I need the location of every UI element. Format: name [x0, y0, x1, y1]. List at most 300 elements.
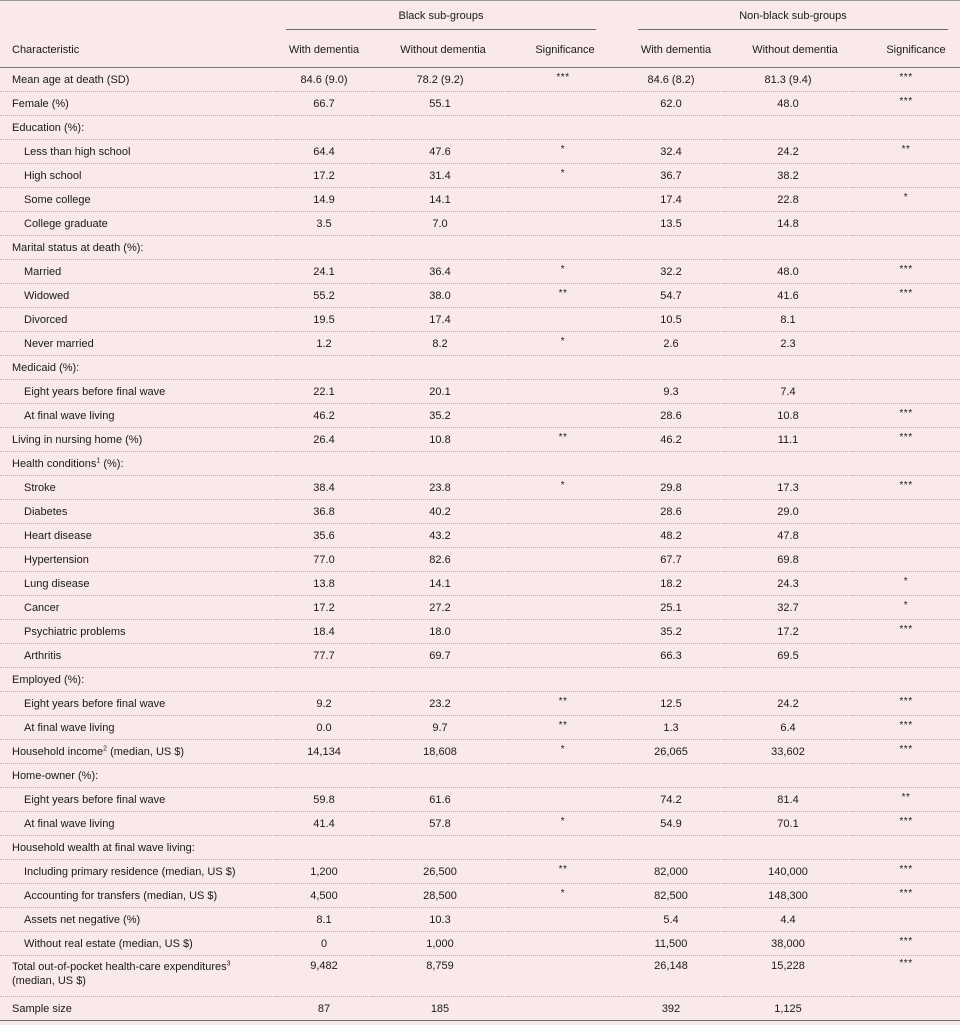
cell-nonblack-without-dementia: 24.2: [724, 692, 852, 716]
row-label: Lung disease: [0, 572, 276, 596]
table-row: [0, 620, 960, 644]
cell-black-significance: **: [508, 860, 618, 884]
cell-black-significance: [508, 836, 618, 860]
cell-nonblack-with-dementia: 67.7: [618, 548, 724, 572]
cell-black-without-dementia: 10.3: [372, 908, 508, 932]
cell-nonblack-without-dementia: 41.6: [724, 284, 852, 308]
cell-nonblack-significance: [852, 500, 960, 524]
cell-black-significance: [508, 500, 618, 524]
table-row: [0, 548, 960, 572]
footnote-marker: 2: [103, 744, 108, 752]
table-row: [0, 572, 960, 596]
cell-black-with-dementia: 0: [276, 932, 372, 956]
cell-nonblack-with-dementia: 25.1: [618, 596, 724, 620]
cell-black-significance: **: [508, 692, 618, 716]
cell-nonblack-significance: ***: [852, 404, 960, 428]
cell-nonblack-without-dementia: 24.2: [724, 140, 852, 164]
table-row: [0, 860, 960, 884]
row-label: Hypertension: [0, 548, 276, 572]
cell-black-without-dementia: 8.2: [372, 332, 508, 356]
table-row: [0, 764, 960, 788]
cell-black-significance: **: [508, 284, 618, 308]
cell-nonblack-significance: [852, 164, 960, 188]
row-label: Arthritis: [0, 644, 276, 668]
row-label: Diabetes: [0, 500, 276, 524]
cell-black-with-dementia: 19.5: [276, 308, 372, 332]
row-label: Accounting for transfers (median, US $): [0, 884, 276, 908]
cell-black-without-dementia: 14.1: [372, 188, 508, 212]
cell-black-significance: *: [508, 260, 618, 284]
cell-black-significance: [508, 572, 618, 596]
cell-nonblack-without-dementia: 1,125: [724, 997, 852, 1021]
cell-black-with-dementia: [276, 836, 372, 860]
cell-nonblack-without-dementia: [724, 764, 852, 788]
cell-black-without-dementia: 27.2: [372, 596, 508, 620]
col-header-nonblack-significance: Significance: [886, 44, 946, 56]
cell-nonblack-significance: [852, 908, 960, 932]
cell-nonblack-with-dementia: 36.7: [618, 164, 724, 188]
table-row: [0, 997, 960, 1021]
cell-nonblack-significance: ***: [852, 716, 960, 740]
cell-nonblack-without-dementia: 81.3 (9.4): [724, 68, 852, 92]
cell-nonblack-with-dementia: 11,500: [618, 932, 724, 956]
cell-black-with-dementia: 22.1: [276, 380, 372, 404]
table-row: [0, 428, 960, 452]
cell-black-without-dementia: 17.4: [372, 308, 508, 332]
table-row: [0, 164, 960, 188]
table-row: [0, 404, 960, 428]
cell-black-with-dementia: 17.2: [276, 596, 372, 620]
table-row: [0, 212, 960, 236]
row-label: Without real estate (median, US $): [0, 932, 276, 956]
row-label: Living in nursing home (%): [0, 428, 276, 452]
col-header-nonblack-without-dementia: Without dementia: [752, 44, 838, 56]
cell-black-significance: *: [508, 476, 618, 500]
cell-nonblack-significance: ***: [852, 932, 960, 956]
table-row: [0, 956, 960, 997]
row-label: Health conditions$^1$ (%):: [0, 452, 276, 476]
table-row: [0, 596, 960, 620]
cell-nonblack-with-dementia: 392: [618, 997, 724, 1021]
cell-black-without-dementia: 38.0: [372, 284, 508, 308]
row-label: Mean age at death (SD): [0, 68, 276, 92]
table-row: [0, 524, 960, 548]
cell-black-with-dementia: 84.6 (9.0): [276, 68, 372, 92]
cell-black-without-dementia: 1,000: [372, 932, 508, 956]
row-label: Including primary residence (median, US $): [0, 860, 276, 884]
cell-nonblack-significance: [852, 836, 960, 860]
cell-nonblack-with-dementia: 32.4: [618, 140, 724, 164]
cell-black-with-dementia: 9.2: [276, 692, 372, 716]
table-row: [0, 812, 960, 836]
cell-black-with-dementia: 35.6: [276, 524, 372, 548]
cell-nonblack-with-dementia: 2.6: [618, 332, 724, 356]
cell-black-significance: [508, 644, 618, 668]
cell-nonblack-significance: [852, 644, 960, 668]
cell-black-with-dementia: 18.4: [276, 620, 372, 644]
group-header-nonblack: Non-black sub-groups: [638, 10, 948, 22]
cell-black-without-dementia: 23.2: [372, 692, 508, 716]
table-row: [0, 668, 960, 692]
cell-black-with-dementia: 1,200: [276, 860, 372, 884]
table-row: [0, 188, 960, 212]
cell-nonblack-significance: ***: [852, 260, 960, 284]
cell-nonblack-without-dementia: 148,300: [724, 884, 852, 908]
cell-black-significance: [508, 596, 618, 620]
table-row: [0, 740, 960, 764]
cell-black-without-dementia: 69.7: [372, 644, 508, 668]
row-label: Household income$^2$ (median, US $): [0, 740, 276, 764]
cell-black-with-dementia: 9,482: [276, 956, 372, 997]
row-label: Assets net negative (%): [0, 908, 276, 932]
cell-nonblack-without-dementia: 69.5: [724, 644, 852, 668]
cell-nonblack-without-dementia: 38.2: [724, 164, 852, 188]
row-label: Eight years before final wave: [0, 788, 276, 812]
table-row: [0, 308, 960, 332]
cell-nonblack-with-dementia: 54.9: [618, 812, 724, 836]
cell-nonblack-without-dementia: 4.4: [724, 908, 852, 932]
cell-nonblack-with-dementia: 46.2: [618, 428, 724, 452]
cell-black-without-dementia: [372, 356, 508, 380]
cell-nonblack-without-dementia: 47.8: [724, 524, 852, 548]
cell-black-significance: [508, 764, 618, 788]
cell-black-without-dementia: [372, 236, 508, 260]
row-label: Some college: [0, 188, 276, 212]
cell-nonblack-without-dementia: 48.0: [724, 92, 852, 116]
cell-nonblack-significance: [852, 997, 960, 1021]
cell-nonblack-significance: ***: [852, 476, 960, 500]
cell-nonblack-with-dementia: 74.2: [618, 788, 724, 812]
cell-black-significance: [508, 212, 618, 236]
cell-nonblack-with-dementia: [618, 668, 724, 692]
row-label: Sample size: [0, 997, 276, 1021]
row-label: Eight years before final wave: [0, 692, 276, 716]
table-header: [0, 1, 960, 68]
group-header-black: Black sub-groups: [286, 10, 596, 22]
cell-black-with-dementia: [276, 452, 372, 476]
cell-nonblack-significance: [852, 356, 960, 380]
cell-nonblack-significance: ***: [852, 740, 960, 764]
row-label: At final wave living: [0, 812, 276, 836]
cell-black-with-dementia: 55.2: [276, 284, 372, 308]
cell-black-without-dementia: 47.6: [372, 140, 508, 164]
cell-nonblack-without-dementia: [724, 452, 852, 476]
cell-nonblack-with-dementia: 18.2: [618, 572, 724, 596]
table-row: [0, 716, 960, 740]
table-row: [0, 68, 960, 92]
cell-nonblack-significance: ***: [852, 860, 960, 884]
cell-black-significance: [508, 932, 618, 956]
cell-black-without-dementia: 18.0: [372, 620, 508, 644]
cell-black-with-dementia: 46.2: [276, 404, 372, 428]
table-row: [0, 476, 960, 500]
cell-nonblack-with-dementia: 5.4: [618, 908, 724, 932]
cell-black-without-dementia: 23.8: [372, 476, 508, 500]
col-header-black-without-dementia: Without dementia: [400, 44, 486, 56]
table-row: [0, 140, 960, 164]
cell-nonblack-significance: [852, 236, 960, 260]
cell-black-with-dementia: 3.5: [276, 212, 372, 236]
cell-black-without-dementia: 20.1: [372, 380, 508, 404]
row-label: Stroke: [0, 476, 276, 500]
cell-nonblack-significance: *: [852, 572, 960, 596]
cell-nonblack-without-dementia: 33,602: [724, 740, 852, 764]
cell-black-without-dementia: [372, 764, 508, 788]
cell-black-without-dementia: 9.7: [372, 716, 508, 740]
cell-nonblack-significance: [852, 308, 960, 332]
row-label: Married: [0, 260, 276, 284]
cell-black-significance: **: [508, 428, 618, 452]
footnote-marker: 1: [96, 456, 101, 464]
col-header-nonblack-with-dementia: With dementia: [640, 44, 712, 56]
cell-black-without-dementia: 82.6: [372, 548, 508, 572]
cell-black-without-dementia: 10.8: [372, 428, 508, 452]
cell-nonblack-with-dementia: [618, 116, 724, 140]
row-label: Divorced: [0, 308, 276, 332]
cell-black-with-dementia: 14.9: [276, 188, 372, 212]
cell-black-significance: [508, 116, 618, 140]
cell-nonblack-with-dementia: 26,148: [618, 956, 724, 997]
cell-nonblack-with-dementia: 9.3: [618, 380, 724, 404]
cell-nonblack-with-dementia: 17.4: [618, 188, 724, 212]
cell-black-without-dementia: 55.1: [372, 92, 508, 116]
cell-black-without-dementia: 18,608: [372, 740, 508, 764]
cell-nonblack-with-dementia: 82,000: [618, 860, 724, 884]
cell-black-significance: **: [508, 716, 618, 740]
table-row: [0, 884, 960, 908]
cell-black-significance: [508, 956, 618, 997]
cell-nonblack-significance: ***: [852, 428, 960, 452]
table-row: [0, 116, 960, 140]
table-row: [0, 836, 960, 860]
cell-black-without-dementia: 43.2: [372, 524, 508, 548]
table-row: [0, 788, 960, 812]
cell-black-without-dementia: 26,500: [372, 860, 508, 884]
table-row: [0, 236, 960, 260]
cell-black-significance: [508, 356, 618, 380]
row-label: High school: [0, 164, 276, 188]
col-header-black-with-dementia: With dementia: [288, 44, 360, 56]
cell-black-with-dementia: 0.0: [276, 716, 372, 740]
cell-black-significance: [508, 236, 618, 260]
table-row: [0, 644, 960, 668]
cell-black-with-dementia: [276, 116, 372, 140]
cell-nonblack-significance: [852, 452, 960, 476]
row-label: Employed (%):: [0, 668, 276, 692]
cell-nonblack-significance: ***: [852, 884, 960, 908]
cell-nonblack-significance: [852, 764, 960, 788]
cell-black-significance: *: [508, 140, 618, 164]
cell-black-significance: *: [508, 164, 618, 188]
cell-black-without-dementia: [372, 668, 508, 692]
cell-black-with-dementia: 59.8: [276, 788, 372, 812]
cell-black-without-dementia: 61.6: [372, 788, 508, 812]
cell-nonblack-without-dementia: 14.8: [724, 212, 852, 236]
cell-black-with-dementia: 87: [276, 997, 372, 1021]
table-row: [0, 284, 960, 308]
cell-nonblack-without-dementia: 140,000: [724, 860, 852, 884]
cell-black-significance: [508, 524, 618, 548]
cell-black-with-dementia: [276, 668, 372, 692]
col-header-black-significance: Significance: [535, 44, 595, 56]
cell-black-with-dementia: 77.7: [276, 644, 372, 668]
cell-nonblack-without-dementia: 29.0: [724, 500, 852, 524]
cell-black-without-dementia: 14.1: [372, 572, 508, 596]
cell-black-significance: [508, 788, 618, 812]
cell-black-with-dementia: 4,500: [276, 884, 372, 908]
cell-nonblack-significance: ***: [852, 68, 960, 92]
row-label: Never married: [0, 332, 276, 356]
cell-nonblack-with-dementia: 28.6: [618, 500, 724, 524]
cell-nonblack-significance: *: [852, 188, 960, 212]
cell-black-with-dementia: 64.4: [276, 140, 372, 164]
cell-nonblack-significance: [852, 212, 960, 236]
cell-black-with-dementia: 13.8: [276, 572, 372, 596]
cell-nonblack-without-dementia: 7.4: [724, 380, 852, 404]
row-label: Medicaid (%):: [0, 356, 276, 380]
table-row: [0, 356, 960, 380]
cell-nonblack-with-dementia: 10.5: [618, 308, 724, 332]
cell-nonblack-without-dementia: [724, 236, 852, 260]
cell-nonblack-without-dementia: 2.3: [724, 332, 852, 356]
cell-black-significance: *: [508, 332, 618, 356]
row-label: Home-owner (%):: [0, 764, 276, 788]
cell-nonblack-without-dementia: 81.4: [724, 788, 852, 812]
cell-nonblack-significance: ***: [852, 92, 960, 116]
table-row: [0, 260, 960, 284]
cell-nonblack-without-dementia: 15,228: [724, 956, 852, 997]
row-label: Total out-of-pocket health-care expenditures$^3$ (median, US $): [0, 956, 276, 997]
cell-nonblack-without-dementia: 32.7: [724, 596, 852, 620]
cell-nonblack-significance: [852, 380, 960, 404]
cell-nonblack-without-dementia: 8.1: [724, 308, 852, 332]
cell-black-significance: [508, 308, 618, 332]
table-row: [0, 452, 960, 476]
row-label: Marital status at death (%):: [0, 236, 276, 260]
cell-nonblack-with-dementia: 54.7: [618, 284, 724, 308]
cell-black-without-dementia: 36.4: [372, 260, 508, 284]
cell-black-with-dementia: 14,134: [276, 740, 372, 764]
cell-black-significance: [508, 452, 618, 476]
cell-black-with-dementia: [276, 764, 372, 788]
cell-black-significance: [508, 908, 618, 932]
row-label: Psychiatric problems: [0, 620, 276, 644]
cell-nonblack-without-dementia: 17.2: [724, 620, 852, 644]
cell-black-significance: *: [508, 740, 618, 764]
cell-nonblack-significance: [852, 668, 960, 692]
cell-black-with-dementia: 38.4: [276, 476, 372, 500]
cell-nonblack-without-dementia: 48.0: [724, 260, 852, 284]
table-row: [0, 692, 960, 716]
cell-nonblack-with-dementia: 66.3: [618, 644, 724, 668]
cell-black-significance: [508, 997, 618, 1021]
cell-nonblack-significance: ***: [852, 620, 960, 644]
row-label: Less than high school: [0, 140, 276, 164]
group-underline: [638, 29, 948, 30]
cell-black-significance: *: [508, 884, 618, 908]
cell-nonblack-with-dementia: [618, 452, 724, 476]
cell-black-with-dementia: 36.8: [276, 500, 372, 524]
cell-black-with-dementia: 41.4: [276, 812, 372, 836]
cell-black-without-dementia: [372, 116, 508, 140]
cell-nonblack-with-dementia: 48.2: [618, 524, 724, 548]
cell-black-without-dementia: 8,759: [372, 956, 508, 997]
row-label: Eight years before final wave: [0, 380, 276, 404]
cell-black-without-dementia: 78.2 (9.2): [372, 68, 508, 92]
cell-black-with-dementia: [276, 236, 372, 260]
row-label: Heart disease: [0, 524, 276, 548]
cell-black-significance: [508, 380, 618, 404]
cell-nonblack-significance: ***: [852, 812, 960, 836]
cell-black-without-dementia: 28,500: [372, 884, 508, 908]
cell-black-without-dementia: 31.4: [372, 164, 508, 188]
cell-black-significance: [508, 548, 618, 572]
cell-black-with-dementia: 24.1: [276, 260, 372, 284]
row-label: Widowed: [0, 284, 276, 308]
cell-black-significance: [508, 92, 618, 116]
cell-nonblack-with-dementia: 29.8: [618, 476, 724, 500]
cell-nonblack-without-dementia: [724, 356, 852, 380]
cell-black-significance: ***: [508, 68, 618, 92]
cell-nonblack-with-dementia: 13.5: [618, 212, 724, 236]
cell-nonblack-significance: ***: [852, 956, 960, 997]
row-label: Education (%):: [0, 116, 276, 140]
cell-nonblack-significance: [852, 524, 960, 548]
cell-nonblack-significance: ***: [852, 284, 960, 308]
cell-nonblack-with-dementia: [618, 836, 724, 860]
cell-nonblack-without-dementia: [724, 836, 852, 860]
row-label: Cancer: [0, 596, 276, 620]
cell-black-with-dementia: 17.2: [276, 164, 372, 188]
cell-nonblack-with-dementia: [618, 236, 724, 260]
cell-black-with-dementia: [276, 356, 372, 380]
cell-nonblack-with-dementia: 84.6 (8.2): [618, 68, 724, 92]
cell-nonblack-with-dementia: 26,065: [618, 740, 724, 764]
cell-nonblack-without-dementia: 70.1: [724, 812, 852, 836]
cell-nonblack-without-dementia: 11.1: [724, 428, 852, 452]
cell-nonblack-significance: [852, 332, 960, 356]
cell-black-without-dementia: 7.0: [372, 212, 508, 236]
cell-nonblack-without-dementia: 38,000: [724, 932, 852, 956]
cell-black-significance: [508, 620, 618, 644]
cell-nonblack-with-dementia: 12.5: [618, 692, 724, 716]
cell-nonblack-significance: **: [852, 140, 960, 164]
cell-black-without-dementia: 40.2: [372, 500, 508, 524]
cell-nonblack-significance: [852, 116, 960, 140]
table-row: [0, 908, 960, 932]
cell-nonblack-significance: ***: [852, 692, 960, 716]
cell-black-significance: [508, 668, 618, 692]
cell-nonblack-significance: *: [852, 596, 960, 620]
table-row: [0, 92, 960, 116]
cell-nonblack-without-dementia: 17.3: [724, 476, 852, 500]
cell-black-with-dementia: 1.2: [276, 332, 372, 356]
row-label: Female (%): [0, 92, 276, 116]
table-body: [0, 68, 960, 1021]
characteristic-header: Characteristic: [12, 44, 80, 56]
cell-nonblack-significance: **: [852, 788, 960, 812]
cell-black-without-dementia: [372, 836, 508, 860]
cell-nonblack-with-dementia: [618, 356, 724, 380]
table-row: [0, 380, 960, 404]
cell-nonblack-without-dementia: 6.4: [724, 716, 852, 740]
cell-nonblack-with-dementia: 82,500: [618, 884, 724, 908]
cell-nonblack-without-dementia: [724, 116, 852, 140]
row-label: College graduate: [0, 212, 276, 236]
cell-nonblack-with-dementia: 62.0: [618, 92, 724, 116]
row-label: At final wave living: [0, 404, 276, 428]
cell-black-with-dementia: 26.4: [276, 428, 372, 452]
